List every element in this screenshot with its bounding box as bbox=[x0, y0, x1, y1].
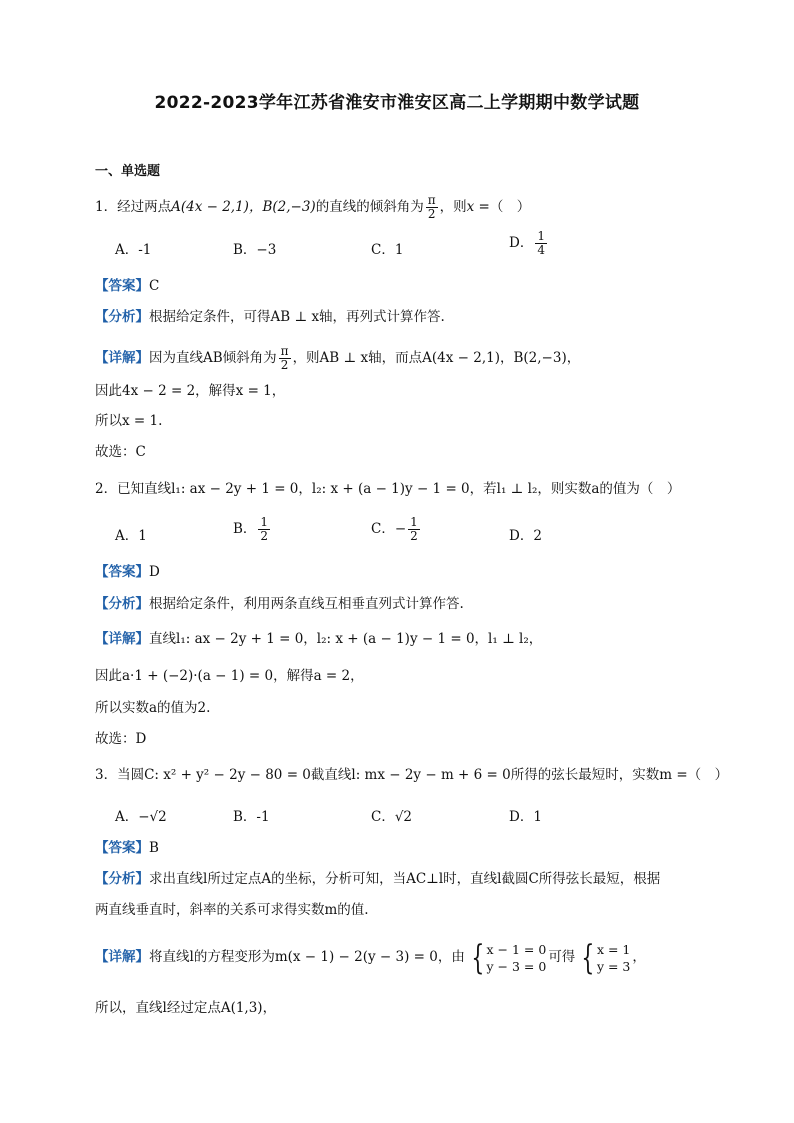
q1-step-4: 故选：C bbox=[95, 444, 146, 460]
q3-system-1 bbox=[467, 937, 547, 978]
q1-analysis-text: 根据给定条件，可得AB ⊥ x轴，再列式计算作答. bbox=[149, 309, 445, 325]
q2-option-b-den: 2 bbox=[260, 529, 269, 543]
analysis-tag: 【分析】 bbox=[95, 596, 149, 612]
q3-option-d: D．1 bbox=[509, 809, 542, 825]
q3-system-1-eq-2: y − 3 = 0 bbox=[486, 958, 547, 974]
q3-system-2 bbox=[577, 937, 631, 978]
q3-option-c: C．√2 bbox=[371, 809, 413, 825]
q3-analysis-2: 两直线垂直时，斜率的关系可求得实数m的值. bbox=[95, 902, 369, 918]
brace-icon: { bbox=[581, 937, 595, 978]
q2-step-3: 所以实数a的值为2. bbox=[95, 700, 211, 716]
detail-tag: 【详解】 bbox=[95, 350, 149, 366]
q2-option-a: A．1 bbox=[115, 528, 147, 544]
q1-option-d bbox=[509, 230, 549, 257]
q1-option-a: A．-1 bbox=[115, 242, 152, 258]
q3-step-2: 所以，直线l经过定点A(1,3)， bbox=[95, 1000, 277, 1016]
q2-detail-text: 直线l₁: ax − 2y + 1 = 0，l₂: x + (a − 1)y − 1 = 0，l₁ ⊥ l₂， bbox=[149, 631, 543, 647]
q1-option-d-num: 1 bbox=[537, 229, 545, 243]
q2-option-c-label: C．− bbox=[371, 521, 407, 537]
q2-option-b bbox=[233, 516, 272, 543]
q2-answer bbox=[95, 562, 160, 582]
q1-stem-c: ，则 bbox=[439, 199, 467, 215]
q3-option-b: B．-1 bbox=[233, 809, 270, 825]
q2-option-b-fraction bbox=[258, 516, 270, 543]
answer-tag: 【答案】 bbox=[95, 278, 149, 294]
analysis-tag: 【分析】 bbox=[95, 309, 149, 325]
q3-analysis bbox=[95, 869, 660, 889]
q3-option-a: A．−√2 bbox=[115, 809, 167, 825]
q1-detail-b: ，则AB ⊥ x轴，而点A(4x − 2,1)，B(2,−3)， bbox=[292, 350, 581, 366]
q3-system-1-eq-1: x − 1 = 0 bbox=[486, 941, 547, 957]
q1-stem-a: 1．经过两点 bbox=[95, 199, 172, 215]
page-title: 2022-2023学年江苏省淮安市淮安区高二上学期期中数学试题 bbox=[154, 93, 640, 113]
q3-detail bbox=[95, 938, 646, 976]
q2-analysis bbox=[95, 594, 464, 614]
q1-point-a: A(4x − 2,1)， bbox=[171, 199, 263, 215]
q1-detail-a: 因为直线AB倾斜角为 bbox=[149, 350, 277, 366]
q1-option-d-label: D． bbox=[509, 235, 534, 251]
q2-option-c bbox=[371, 516, 422, 543]
q1-option-d-fraction bbox=[535, 230, 547, 257]
q1-stem bbox=[95, 194, 530, 221]
q1-point-b: B(2,−3) bbox=[262, 199, 316, 215]
detail-tag: 【详解】 bbox=[95, 949, 149, 965]
q1-option-d-den: 4 bbox=[537, 243, 545, 257]
q2-step-2: 因此a·1 + (−2)·(a − 1) = 0，解得a = 2， bbox=[95, 668, 364, 684]
q1-step-2: 因此4x − 2 = 2，解得x = 1， bbox=[95, 383, 286, 399]
q3-system-2-eq-2: y = 3 bbox=[596, 958, 631, 974]
analysis-tag: 【分析】 bbox=[95, 871, 149, 887]
q2-option-b-label: B． bbox=[233, 521, 257, 537]
q2-option-c-den: 2 bbox=[410, 529, 418, 543]
q1-answer-value: C bbox=[149, 278, 160, 294]
q3-stem: 3．当圆C: x² + y² − 2y − 80 = 0截直线l: mx − 2y − m + 6 = 0所得的弦长最短时，实数m =（ ） bbox=[95, 767, 729, 783]
detail-tag: 【详解】 bbox=[95, 631, 149, 647]
q2-option-b-num: 1 bbox=[260, 515, 269, 529]
q1-detail-fraction bbox=[279, 345, 291, 372]
q1-analysis bbox=[95, 307, 445, 327]
q1-stem-b: 的直线的倾斜角为 bbox=[315, 199, 424, 215]
q1-detail bbox=[95, 345, 580, 372]
q3-answer bbox=[95, 838, 159, 858]
answer-tag: 【答案】 bbox=[95, 564, 149, 580]
q2-option-c-num: 1 bbox=[410, 515, 418, 529]
q1-step-3: 所以x = 1. bbox=[95, 413, 163, 429]
section-heading: 一、单选题 bbox=[95, 164, 161, 179]
q2-option-c-fraction bbox=[408, 516, 420, 543]
q1-stem-d: （ ） bbox=[489, 199, 531, 215]
q1-var: x = bbox=[466, 199, 490, 215]
q2-step-4: 故选：D bbox=[95, 731, 147, 747]
q3-detail-a: 将直线l的方程变形为m(x − 1) − 2(y − 3) = 0，由 bbox=[149, 949, 465, 965]
q3-answer-value: B bbox=[149, 840, 159, 856]
q2-analysis-text: 根据给定条件，利用两条直线互相垂直列式计算作答. bbox=[149, 596, 464, 612]
q3-system-2-eq-1: x = 1 bbox=[596, 941, 631, 957]
q2-detail bbox=[95, 629, 542, 649]
q1-detail-num: π bbox=[280, 344, 289, 358]
q2-stem: 2．已知直线l₁: ax − 2y + 1 = 0，l₂: x + (a − 1)y − 1 = 0，若l₁ ⊥ l₂，则实数a的值为（ ） bbox=[95, 481, 681, 497]
brace-icon: { bbox=[471, 937, 485, 978]
q1-option-c: C．1 bbox=[371, 242, 404, 258]
q1-answer bbox=[95, 276, 159, 296]
q1-angle-den: 2 bbox=[427, 207, 436, 221]
q3-detail-b: 可得 bbox=[548, 949, 576, 965]
answer-tag: 【答案】 bbox=[95, 840, 149, 856]
q2-answer-value: D bbox=[149, 564, 160, 580]
q3-analysis-text-1: 求出直线l所过定点A的坐标，分析可知，当AC⊥l时，直线l截圆C所得弦长最短，根据 bbox=[149, 871, 661, 887]
q3-detail-c: ， bbox=[632, 949, 646, 965]
q1-detail-den: 2 bbox=[280, 358, 289, 372]
q1-angle-num: π bbox=[427, 193, 436, 207]
q2-option-d: D．2 bbox=[509, 528, 542, 544]
q1-option-b: B．−3 bbox=[233, 242, 277, 258]
q1-angle-fraction bbox=[426, 194, 438, 221]
